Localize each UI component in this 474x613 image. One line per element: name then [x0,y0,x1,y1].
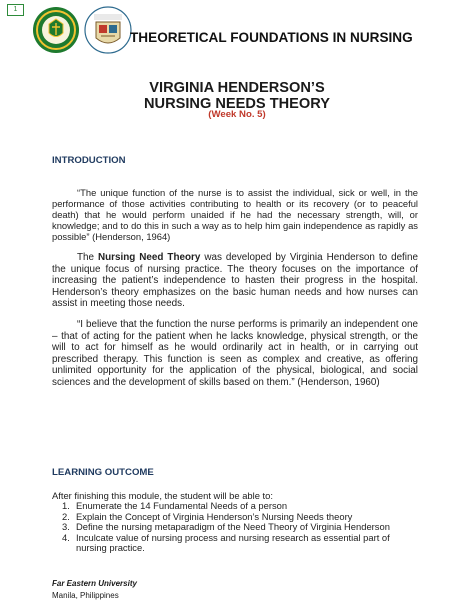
learning-outcome-list [62,501,422,554]
list-text: Explain the Concept of Virginia Henderson’s Nursing Needs theory [76,510,353,522]
para-prefix: The [77,252,98,263]
learning-outcome-intro: After finishing this module, the student will be able to: [52,490,273,501]
quote-text: “I believe that the function the nurse performs is primarily an independent one – that of acting for the patient when he lacks knowledge, physical strength, or the will to act for himself as he would ordinarily act in health, or in carrying out prescribed therapy. This function is seen as complex and creative, as offering unlimited opportunity for the application of the physical, biological, and social sciences and the development of skills based on them.” (Henderson, 1960) [52,319,418,388]
list-number: 3. [62,521,70,533]
henderson-quote-1960 [52,319,418,388]
learning-outcome-heading: LEARNING OUTCOME [52,467,154,478]
document-title-line-2: NURSING NEEDS THEORY [144,96,330,112]
list-number: 4. [62,531,70,543]
university-seal-icon [32,6,80,54]
list-text: Inculcate value of nursing process and nursing research as essential part of nursing practice. [76,531,390,554]
henderson-quote-1964 [52,187,418,242]
theory-description [52,252,418,310]
nursing-institute-seal-icon [84,6,132,54]
nursing-need-theory-term: Nursing Need Theory [98,252,201,263]
footer-university: Far Eastern University [52,579,137,588]
introduction-heading: INTRODUCTION [52,155,126,166]
para-rest: was developed by Virginia Henderson to define the unique focus of nursing practice. The theory focuses on the importance of increasing the patient’s independence to hasten their progress in the hospital. Henderson’s theory emphasizes on the basic human needs and how nurses can assist in meeting those needs. [52,252,418,309]
list-number: 2. [62,510,70,522]
week-label: (Week No. 5) [208,109,266,120]
document-title-line-1: VIRGINIA HENDERSON’S [149,80,325,96]
list-text: Define the nursing metaparadigm of the Need Theory of Virginia Henderson [76,521,390,533]
nursing-need-theory-paragraph [52,252,418,310]
list-number: 1. [62,500,70,511]
footer-location: Manila, Philippines [52,591,119,600]
page-number-badge: 1 [7,4,24,16]
list-text: Enumerate the 14 Fundamental Needs of a person [76,500,288,511]
list-item [62,533,422,554]
header-title: THEORETICAL FOUNDATIONS IN NURSING [130,30,413,45]
quote-text: “The unique function of the nurse is to assist the individual, sick or well, in the performance of those activities contributing to health or its recovery (or to peaceful death) that he would perform unaided if he had the necessary strength, will, or knowledge; and to do this in such a way as to help him gain independence as rapidly as possible” (Henderson, 1964) [52,187,418,242]
